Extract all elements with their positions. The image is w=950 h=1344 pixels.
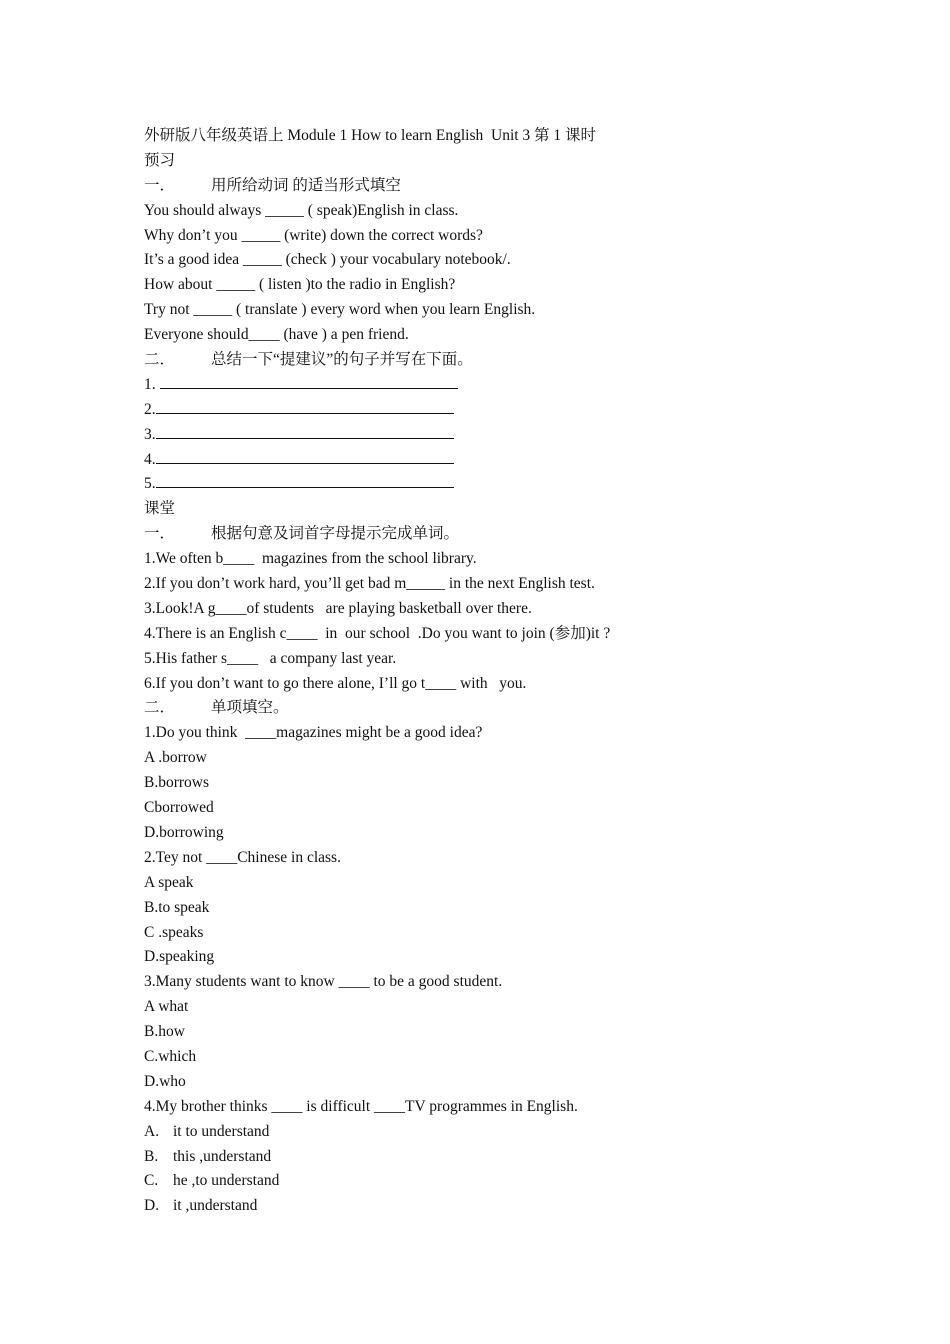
answer-blank (156, 424, 454, 439)
question-stem: 2.Tey not ____Chinese in class. (144, 848, 341, 866)
classroom-part1-header (144, 522, 784, 547)
answer-blank (156, 399, 454, 414)
question-option: C .speaks (144, 923, 204, 941)
question-option (144, 1145, 784, 1170)
document-title: 外研版八年级英语上 Module 1 How to learn English Unit 3 第 1 课时 (144, 127, 597, 144)
answer-line (144, 423, 784, 448)
section-instruction: 总结一下“提建议”的句子并写在下面。 (211, 351, 473, 369)
exercise-item: Try not _____ ( translate ) every word when you learn English. (144, 301, 536, 319)
option-letter: D. (144, 1197, 160, 1215)
answer-line (144, 373, 784, 398)
answer-line-number: 4. (144, 450, 156, 468)
exercise-item: 4.There is an English c____ in our school .Do you want to join (参加)it ? (144, 624, 611, 642)
answer-line-number: 2. (144, 400, 156, 418)
answer-blank (156, 449, 454, 464)
exercise-item: 5.His father s____ a company last year. (144, 649, 397, 667)
preview-heading: 预习 (144, 151, 176, 169)
exercise-item: 3.Look!A g____of students are playing basketball over there. (144, 599, 532, 617)
exercise-item: 6.If you don’t want to go there alone, I’ll go t____ with you. (144, 674, 527, 692)
question-option: B.how (144, 1023, 185, 1041)
question-stem: 3.Many students want to know ____ to be a good student. (144, 973, 503, 991)
section-instruction: 根据句意及词首字母提示完成单词。 (211, 525, 460, 543)
answer-line-number: 3. (144, 425, 156, 443)
document-page (144, 124, 784, 1219)
answer-line (144, 472, 784, 497)
section-number: 一． (144, 176, 176, 194)
option-letter: A. (144, 1122, 160, 1140)
section-number: 二． (144, 351, 176, 369)
exercise-item: Why don’t you _____ (write) down the correct words? (144, 226, 483, 244)
question-option (144, 1120, 784, 1145)
option-letter: C. (144, 1172, 159, 1190)
question-option: D.borrowing (144, 823, 224, 841)
question-option: D.who (144, 1072, 186, 1090)
answer-line (144, 398, 784, 423)
answer-blank (160, 374, 458, 389)
option-text: this ,understand (173, 1147, 272, 1165)
section-instruction: 单项填空。 (211, 699, 289, 717)
question-option: A .borrow (144, 749, 207, 767)
option-text: it ,understand (173, 1197, 258, 1215)
answer-line-number: 1. (144, 375, 160, 393)
question-option (144, 1169, 784, 1194)
exercise-item: 2.If you don’t work hard, you’ll get bad m_____ in the next English test. (144, 575, 595, 593)
question-stem: 4.My brother thinks ____ is difficult ____TV programmes in English. (144, 1097, 578, 1115)
question-option: B.to speak (144, 898, 210, 916)
exercise-item: How about _____ ( listen )to the radio in English? (144, 276, 456, 294)
question-option (144, 1194, 784, 1219)
option-text: he ,to understand (173, 1172, 280, 1190)
preview-part1-header (144, 174, 784, 199)
classroom-heading: 课堂 (144, 500, 176, 518)
answer-line (144, 448, 784, 473)
section-number: 一． (144, 525, 176, 543)
option-letter: B. (144, 1147, 159, 1165)
section-number: 二． (144, 699, 176, 717)
exercise-item: 1.We often b____ magazines from the school library. (144, 550, 477, 568)
question-option: B.borrows (144, 774, 210, 792)
question-stem: 1.Do you think ____magazines might be a good idea? (144, 724, 483, 742)
exercise-item: Everyone should____ (have ) a pen friend. (144, 326, 409, 344)
answer-line-number: 5. (144, 475, 156, 493)
section-instruction: 用所给动词 的适当形式填空 (211, 176, 401, 194)
exercise-item: You should always _____ ( speak)English in class. (144, 201, 459, 219)
question-option: Cborrowed (144, 799, 214, 817)
question-option: A what (144, 998, 189, 1016)
option-text: it to understand (173, 1122, 270, 1140)
question-option: D.speaking (144, 948, 215, 966)
classroom-part2-header (144, 696, 784, 721)
question-option: C.which (144, 1047, 197, 1065)
exercise-item: It’s a good idea _____ (check ) your vocabulary notebook/. (144, 251, 511, 269)
preview-part2-header (144, 348, 784, 373)
question-option: A speak (144, 873, 194, 891)
answer-blank (156, 473, 454, 488)
